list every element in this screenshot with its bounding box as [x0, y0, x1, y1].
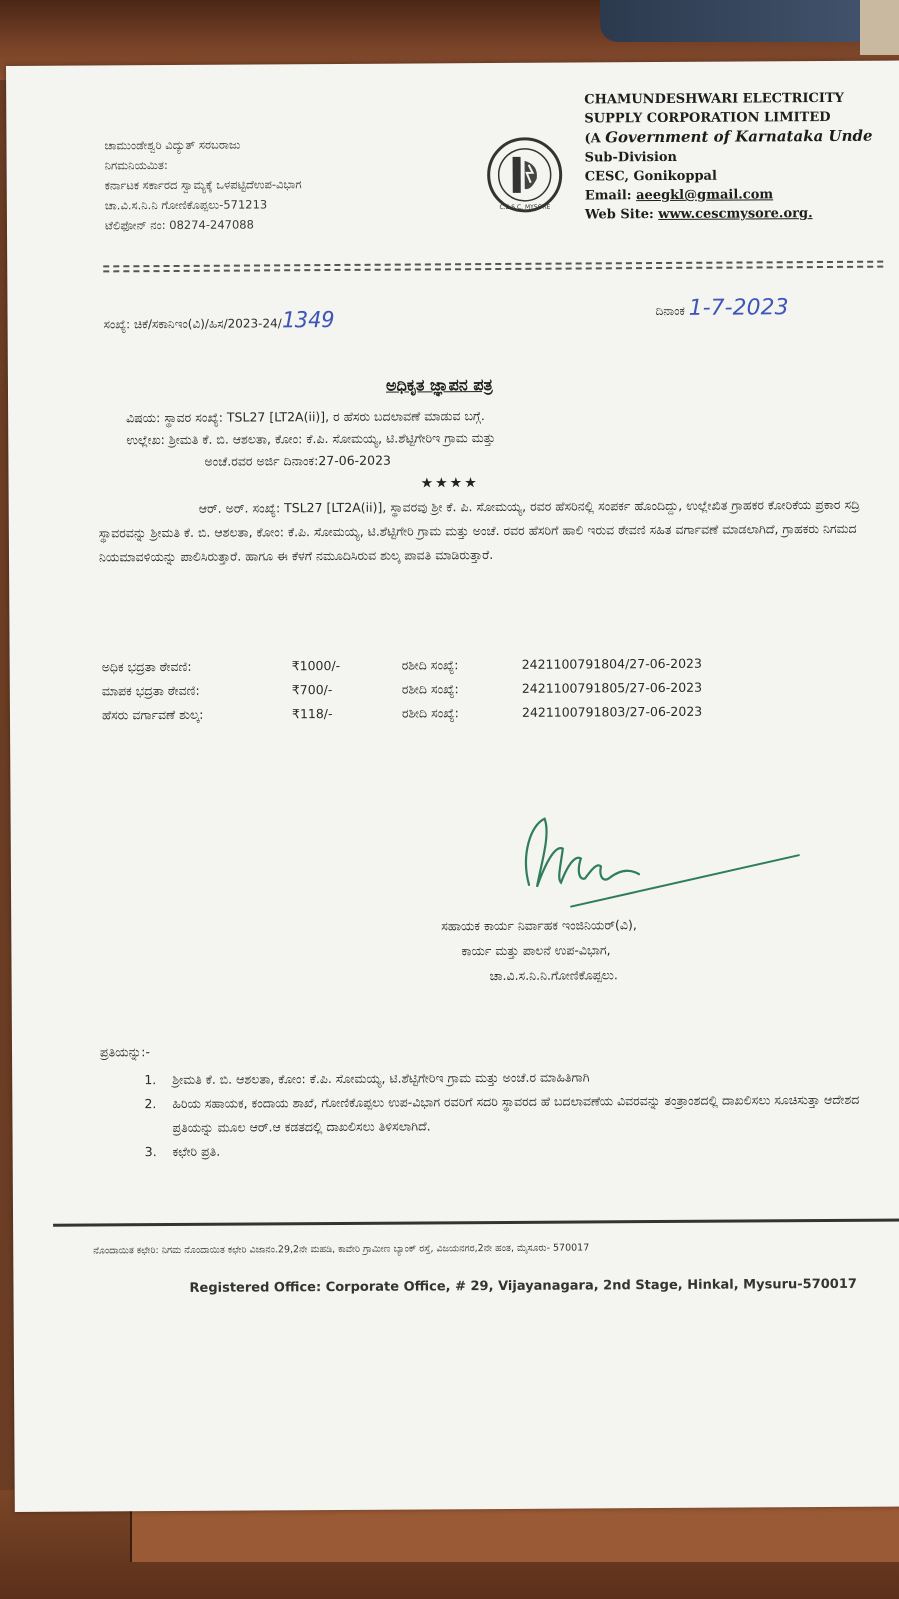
reference-label: ಸಂಖ್ಯೆ: ಚಿಕೆ/ಸಕಾನಿಇಂ(ವಿ)/ಹಿಸ/2023-24/ [103, 316, 282, 332]
date-label: ದಿನಾಂಕ [655, 303, 685, 319]
letterhead-line: ಕರ್ನಾಟಕ ಸರ್ಕಾರದ ಸ್ವಾಮ್ಯಕ್ಕೆ ಒಳಪಟ್ಟಿದೆಉಪ-ವಿಭಾಗ [104, 177, 302, 193]
separator-stars: ★★★★ [420, 475, 479, 492]
background-paper-edge [860, 0, 899, 55]
letterhead-line: ಚಾಮುಂಡೇಶ್ವರಿ ವಿದ್ಯುತ್ ಸರಬರಾಜು [104, 137, 241, 153]
reference-handwritten-number: 1349 [281, 307, 335, 334]
fee-row [102, 652, 702, 680]
signature-icon [511, 803, 812, 915]
email-label: Email: [584, 188, 637, 204]
subject-block [126, 405, 495, 473]
document-title: ಅಧಿಕೃತ ಜ್ಞಾಪನ ಪತ್ರ [385, 375, 493, 395]
letter-page [6, 61, 899, 1512]
website-line [585, 204, 873, 225]
reference-line: ಉಲ್ಲೇಖ: ಶ್ರೀಮತಿ ಕೆ. ಬಿ. ಆಶಲತಾ, ಕೋಂ: ಕೆ.ಪಿ. ಸೋಮಯ್ಯ, ಟಿ.ಶೆಟ್ಟಿಗೇರಿಇ ಗ್ರಾಮ ಮತ್ತು [126, 430, 496, 448]
fee-row [102, 700, 702, 728]
english-letterhead [584, 89, 873, 225]
letterhead-line: ನಿಗಮನಿಯಮಿತ: [104, 158, 168, 173]
copies-heading: ಪ್ರತಿಯನ್ನು:- [99, 1044, 150, 1060]
email-link[interactable]: aeegkl@gmail.com [636, 187, 774, 204]
office-place: CESC, Gonikoppal [584, 168, 717, 185]
designation-line: ಸಹಾಯಕ ಕಾರ್ಯ ನಿರ್ವಾಹಕ ಇಂಜಿನಿಯರ್(ವಿ), [441, 917, 637, 934]
government-line [584, 127, 872, 149]
date-handwritten: 1-7-2023 [688, 295, 789, 321]
receipt-number: 2421100791805/27-06-2023 [521, 679, 703, 696]
designation-line: ಚಾ.ವಿ.ಸ.ನಿ.ನಿ.ಗೋಣಿಕೊಪ್ಪಲು. [489, 967, 618, 984]
kannada-letterhead [104, 134, 301, 235]
sub-division-label: Sub-Division [584, 149, 678, 166]
receipt-label: ರಶೀದಿ ಸಂಖ್ಯೆ: [401, 657, 459, 673]
gov-prefix: (A [584, 131, 606, 147]
copy-recipient: 3. ಕಛೇರಿ ಪ್ರತಿ. [161, 1136, 899, 1165]
copy-recipient: 2. ಹಿರಿಯ ಸಹಾಯಕ, ಕಂದಾಯ ಶಾಖೆ, ಗೋಣಿಕೊಪ್ಪಲು ಉಪ-ವಿಭಾಗ ರವರಿಗೆ ಸದರಿ ಸ್ಥಾವರದ ಹೆ ಬದಲಾವಣೆಯ ವಿವರವನ್ನು ತಂತ್ರಾಂಶದಲ್ಲಿ ದಾಖಲಿಸಲು ಸೂಚಿಸುತ್ತಾ ಆದೇಶದ ಪ್ರತಿಯನ್ನು ಮೂಲ ಆರ್.ಆ ಕಡತದಲ್ಲಿ ದಾಖಲಿಸಲು ತಿಳಿಸಲಾಗಿದೆ. [160, 1088, 899, 1141]
fee-amount: ₹700/- [291, 682, 333, 698]
fee-label: ಮಾಪಕ ಭದ್ರತಾ ಠೇವಣಿ: [101, 682, 200, 699]
fee-label: ಹೆಸರು ವರ್ಗಾವಣೆ ಶುಲ್ಕ: [101, 706, 204, 723]
cesc-logo-icon [484, 135, 564, 215]
logo-text: C.E.S.C. MYSORE [499, 203, 551, 211]
subject-line: ವಿಷಯ: ಸ್ಥಾವರ ಸಂಖ್ಯೆ: TSL27 [LT2A(ii)], ರ ಹೆಸರು ಬದಲಾವಣೆ ಮಾಡುವ ಬಗ್ಗೆ. [126, 408, 485, 426]
receipt-label: ರಶೀದಿ ಸಂಖ್ಯೆ: [401, 681, 459, 697]
fee-amount: ₹118/- [291, 706, 333, 722]
fee-amount: ₹1000/- [291, 657, 341, 674]
signatory-designation [441, 912, 637, 988]
receipt-label: ರಶೀದಿ ಸಂಖ್ಯೆ: [401, 705, 459, 721]
footer-kannada-address: ನೊಂದಾಯಿತ ಕಛೇರಿ: ನಿಗಮ ನೊಂದಾಯಿತ ಕಛೇರಿ ವಿಜಾನಂ.29,2ನೇ ಮಹಡಿ, ಕಾವೇರಿ ಗ್ರಾಮೀಣ ಬ್ಯಾಂಕ್ ರಸ್ತೆ, ವಿಜಯನಗರ,2ನೇ ಹಂತ, ಮೈಸೂರು- 570017 [93, 1242, 590, 1257]
letter-date [655, 295, 788, 321]
fee-label: ಅಧಿಕ ಭದ್ರತಾ ಠೇವಣಿ: [101, 658, 192, 675]
footer-english-address: Registered Office: Corporate Office, # 29, Vijayanagara, 2nd Stage, Hinkal, Mysuru-570017 [189, 1276, 857, 1296]
designation-line: ಕಾರ್ಯ ಮತ್ತು ಪಾಲನೆ ಉಪ-ವಿಭಾಗ, [461, 942, 611, 959]
company-name-line1: CHAMUNDESHWARI ELECTRICITY [584, 90, 844, 108]
company-name-line2: SUPPLY CORPORATION LIMITED [584, 109, 831, 127]
letterhead-line: ಚಾ.ವಿ.ಸ.ನಿ.ನಿ ಗೋಣಿಕೊಪ್ಪಲು-571213 [104, 197, 268, 213]
reference-line-cont: ಅಂಚೆ.ರವರ ಅರ್ಜಿ ದಿನಾಂಕ:27-06-2023 [204, 452, 392, 469]
website-link[interactable]: www.cescmysore.org. [658, 206, 813, 223]
copy-recipient: 1. ಶ್ರೀಮತಿ ಕೆ. ಬಿ. ಆಶಲತಾ, ಕೋಂ: ಕೆ.ಪಿ. ಸೋಮಯ್ಯ, ಟಿ.ಶೆಟ್ಟಿಗೇರಿಇ ಗ್ರಾಮ ಮತ್ತು ಅಂಚೆ.ರ ಮಾಹಿತಿಗಾಗಿ [160, 1064, 899, 1093]
footer-divider [53, 1219, 899, 1227]
background-object [600, 0, 899, 42]
copies-to-section [100, 1036, 899, 1165]
receipt-number: 2421100791804/27-06-2023 [521, 655, 702, 672]
body-paragraph: ಆರ್. ಅರ್. ಸಂಖ್ಯೆ: TSL27 [LT2A(ii)], ಸ್ಥಾವರವು ಶ್ರೀ ಕೆ. ಪಿ. ಸೋಮಯ್ಯ, ರವರ ಹೆಸರಿನಲ್ಲಿ ಸಂಪರ್ಕ ಹೊಂದಿದ್ದು, ಉಲ್ಲೇಖಿತ ಗ್ರಾಹಕರ ಕೋರಿಕೆಯ ಪ್ರಕಾರ ಸದ್ರಿ ಸ್ಥಾವರವನ್ನು ಶ್ರೀಮತಿ ಕೆ. ಬಿ. ಆಶಲತಾ, ಕೋಂ: ಕೆ.ಪಿ. ಸೋಮಯ್ಯ, ಟಿ.ಶೆಟ್ಟಿಗೇರಿ ಗ್ರಾಮ ಮತ್ತು ಅಂಚೆ. ರವರ ಹೆಸರಿಗೆ ಹಾಲಿ ಇರುವ ಠೇವಣಿ ಸಹಿತ ವರ್ಗಾವಣೆ ಮಾಡಲಾಗಿದೆ, ಗ್ರಾಹಕರು ನಿಗಮದ ನಿಯಮಾವಳಿಯನ್ನು ಪಾಲಿಸಿರುತ್ತಾರೆ. ಹಾಗೂ ಈ ಕೆಳಗೆ ನಮೂದಿಸಿರುವ ಶುಲ್ಕ ಪಾವತಿ ಮಾಡಿರುತ್ತಾರೆ. [98, 496, 860, 565]
email-line [585, 185, 873, 206]
website-label: Web Site: [584, 207, 659, 223]
fee-row [102, 676, 702, 704]
letterhead-line: ಟೆಲಿಫೋನ್ ನಂ: 08274-247088 [104, 217, 254, 233]
reference-number [103, 308, 334, 334]
gov-text: Government of Karnataka Unde [605, 126, 873, 147]
fee-list [102, 652, 703, 728]
receipt-number: 2421100791803/27-06-2023 [521, 703, 703, 720]
